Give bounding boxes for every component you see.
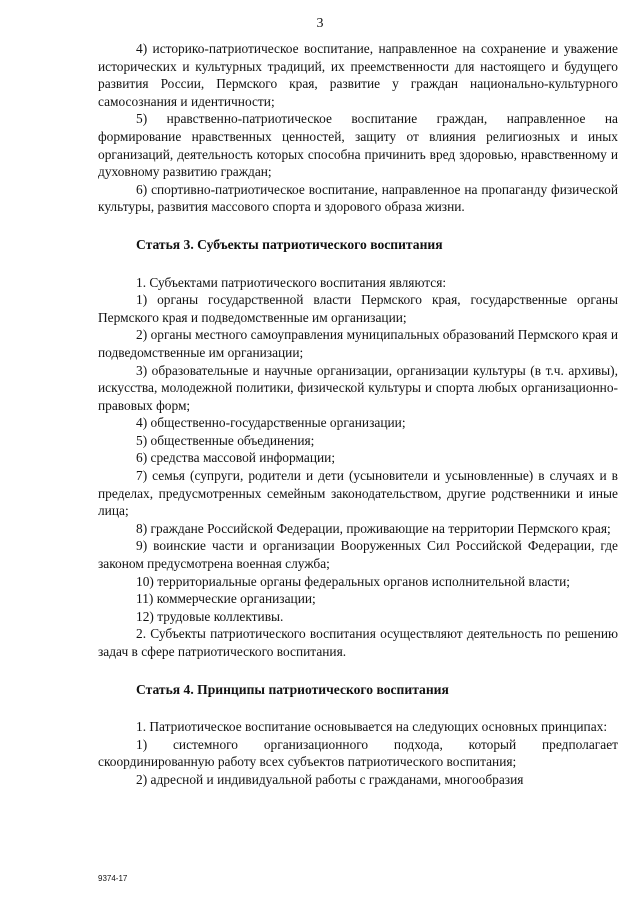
article-3-item: 11) коммерческие организации; (136, 591, 316, 607)
article-3-item: 2) органы местного самоуправления муниципальных образований Пермского края и подведомственные им организации; (98, 327, 618, 360)
article-3-item: 12) трудовые коллективы. (136, 608, 284, 624)
article-3-item: 10) территориальные органы федеральных органов исполнительной власти; (136, 573, 570, 589)
article-3-item: 2. Субъекты патриотического воспитания осуществляют деятельность по решению задач в сфере патриотического воспитания. (98, 626, 618, 659)
paragraph-item-6: 6) спортивно-патриотическое воспитание, направленное на пропаганду физической культуры, развития массового спорта и здорового образа жизни. (98, 181, 618, 215)
article-3-item: 1) органы государственной власти Пермского края, государственные органы Пермского края и подведомственные им организации; (98, 292, 618, 325)
article-3-item: 1. Субъектами патриотического воспитания являются: (136, 274, 447, 290)
paragraph-item-5: 5) нравственно-патриотическое воспитание граждан, направленное на формирование нравственных ценностей, защиту от влияния религиозных и иных организаций, деятельность которых способна причинить вред здоровью, нравственному и духовному развитию граждан; (98, 111, 618, 180)
article-3-item: 4) общественно-государственные организации; (136, 415, 406, 431)
article-3-heading: Статья 3. Субъекты патриотического воспитания (136, 236, 443, 252)
article-3-item: 3) образовательные и научные организации, организации культуры (в т.ч. архивы), искусства, молодежной политики, физической культуры и спорта любых организационно-правовых форм; (98, 362, 618, 413)
article-3-item: 7) семья (супруги, родители и дети (усыновители и усыновленные) в случаях и в пределах, предусмотренных семейным законодательством, другие родственники и иные лица; (98, 468, 618, 519)
page-number: 3 (316, 16, 324, 31)
article-4-item: 1. Патриотическое воспитание основывается на следующих основных принципах: (136, 719, 608, 735)
article-3-item: 6) средства массовой информации; (136, 450, 336, 466)
document-body (98, 40, 618, 789)
article-4-item: 2) адресной и индивидуальной работы с гражданами, многообразия (136, 771, 524, 787)
article-4-heading: Статья 4. Принципы патриотического воспитания (136, 681, 449, 697)
article-4-item: 1) системного организационного подхода, который предполагает скоординированную работу всех субъектов патриотического воспитания; (98, 736, 618, 770)
article-3-item: 9) воинские части и организации Вооруженных Сил Российской Федерации, где законом предусмотрена военная служба; (98, 538, 618, 572)
document-code: 9374-17 (98, 874, 128, 883)
article-3-item: 8) граждане Российской Федерации, проживающие на территории Пермского края; (136, 520, 611, 536)
paragraph-item-4: 4) историко-патриотическое воспитание, направленное на сохранение и уважение исторических и культурных традиций, их преемственности для настоящего и будущего развития России, Пермского края, развитие у граждан национально-культурного самосознания и идентичности; (98, 41, 618, 109)
article-3-item: 5) общественные объединения; (136, 432, 315, 448)
